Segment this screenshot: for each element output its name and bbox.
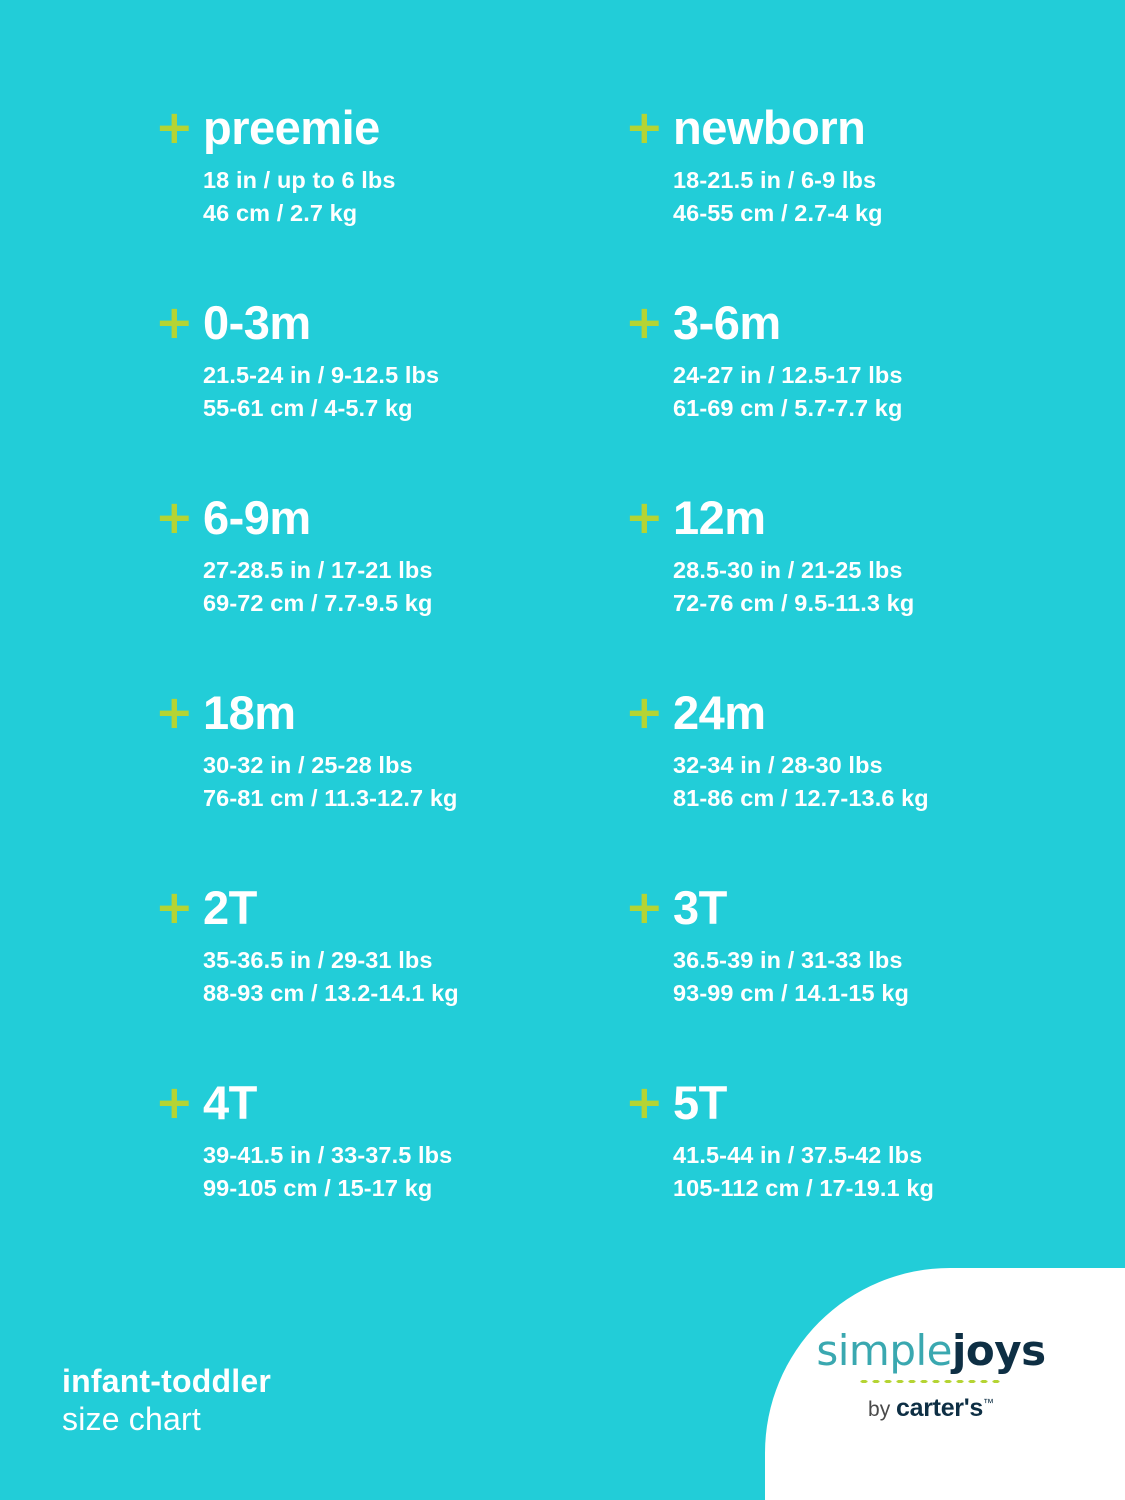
size-entry-24m bbox=[625, 681, 985, 876]
brand-by-label: by bbox=[868, 1398, 897, 1421]
size-imperial: 35-36.5 in / 29-31 lbs bbox=[203, 947, 433, 973]
size-metric: 61-69 cm / 5.7-7.7 kg bbox=[673, 395, 903, 422]
chart-title-primary: infant-toddler bbox=[62, 1362, 271, 1399]
size-label: 3-6m bbox=[673, 295, 781, 349]
size-entry-18m bbox=[155, 681, 625, 876]
size-imperial: 32-34 in / 28-30 lbs bbox=[673, 752, 883, 778]
brand-word-joys: joys bbox=[952, 1326, 1046, 1375]
size-label: 2T bbox=[203, 880, 257, 934]
size-entry-12m bbox=[625, 486, 985, 681]
size-metric: 88-93 cm / 13.2-14.1 kg bbox=[203, 980, 459, 1007]
size-metric: 105-112 cm / 17-19.1 kg bbox=[673, 1175, 934, 1202]
size-measurements bbox=[625, 1139, 985, 1206]
size-heading bbox=[155, 486, 625, 548]
size-entry-6-9m bbox=[155, 486, 625, 681]
size-label: 4T bbox=[203, 1075, 257, 1129]
size-entry-2t bbox=[155, 876, 625, 1071]
size-heading bbox=[625, 681, 985, 743]
size-metric: 72-76 cm / 9.5-11.3 kg bbox=[673, 590, 915, 617]
brand-byline bbox=[765, 1396, 1097, 1421]
size-imperial: 39-41.5 in / 33-37.5 lbs bbox=[203, 1142, 453, 1168]
brand-logo bbox=[765, 1326, 1097, 1422]
size-label: 5T bbox=[673, 1075, 727, 1129]
size-heading bbox=[625, 486, 985, 548]
size-measurements bbox=[625, 359, 985, 426]
plus-icon: + bbox=[155, 295, 194, 349]
size-heading bbox=[625, 96, 985, 158]
size-entry-3t bbox=[625, 876, 985, 1071]
size-heading bbox=[625, 1071, 985, 1133]
size-label: 6-9m bbox=[203, 490, 311, 544]
trademark-icon: ™ bbox=[982, 1397, 994, 1410]
plus-icon: + bbox=[625, 685, 664, 739]
size-imperial: 21.5-24 in / 9-12.5 lbs bbox=[203, 362, 440, 388]
size-label: 18m bbox=[203, 685, 296, 739]
plus-icon: + bbox=[155, 1075, 194, 1129]
size-measurements bbox=[625, 944, 985, 1011]
dotted-rule-icon bbox=[858, 1379, 1004, 1384]
size-imperial: 41.5-44 in / 37.5-42 lbs bbox=[673, 1142, 923, 1168]
size-imperial: 36.5-39 in / 31-33 lbs bbox=[673, 947, 903, 973]
size-measurements bbox=[625, 554, 985, 621]
size-imperial: 24-27 in / 12.5-17 lbs bbox=[673, 362, 903, 388]
size-metric: 55-61 cm / 4-5.7 kg bbox=[203, 395, 413, 422]
size-imperial: 27-28.5 in / 17-21 lbs bbox=[203, 557, 433, 583]
size-metric: 46-55 cm / 2.7-4 kg bbox=[673, 200, 883, 227]
size-label: 12m bbox=[673, 490, 766, 544]
size-metric: 46 cm / 2.7 kg bbox=[203, 200, 358, 227]
size-imperial: 28.5-30 in / 21-25 lbs bbox=[673, 557, 903, 583]
size-entry-0-3m bbox=[155, 291, 625, 486]
size-label: 0-3m bbox=[203, 295, 311, 349]
size-entry-preemie bbox=[155, 96, 625, 291]
size-grid bbox=[155, 96, 985, 1266]
size-entry-4t bbox=[155, 1071, 625, 1266]
size-label: preemie bbox=[203, 100, 380, 154]
plus-icon: + bbox=[625, 880, 664, 934]
size-heading bbox=[155, 876, 625, 938]
plus-icon: + bbox=[625, 100, 664, 154]
size-label: 3T bbox=[673, 880, 727, 934]
size-entry-5t bbox=[625, 1071, 985, 1266]
size-heading bbox=[155, 96, 625, 158]
size-measurements bbox=[155, 944, 625, 1011]
size-measurements bbox=[625, 749, 985, 816]
size-imperial: 18-21.5 in / 6-9 lbs bbox=[673, 167, 877, 193]
plus-icon: + bbox=[155, 880, 194, 934]
brand-panel bbox=[765, 1268, 1125, 1500]
size-metric: 69-72 cm / 7.7-9.5 kg bbox=[203, 590, 433, 617]
plus-icon: + bbox=[625, 295, 664, 349]
brand-carters-label: carter's bbox=[896, 1394, 983, 1422]
size-imperial: 30-32 in / 25-28 lbs bbox=[203, 752, 413, 778]
size-heading bbox=[155, 681, 625, 743]
size-metric: 93-99 cm / 14.1-15 kg bbox=[673, 980, 909, 1007]
size-imperial: 18 in / up to 6 lbs bbox=[203, 167, 396, 193]
plus-icon: + bbox=[625, 1075, 664, 1129]
size-entry-newborn bbox=[625, 96, 985, 291]
size-label: newborn bbox=[673, 100, 866, 154]
size-label: 24m bbox=[673, 685, 766, 739]
size-metric: 76-81 cm / 11.3-12.7 kg bbox=[203, 785, 458, 812]
plus-icon: + bbox=[155, 490, 194, 544]
size-heading bbox=[625, 291, 985, 353]
size-measurements bbox=[155, 749, 625, 816]
size-heading bbox=[625, 876, 985, 938]
brand-word-simple: simple bbox=[816, 1326, 952, 1375]
chart-title-secondary: size chart bbox=[62, 1400, 201, 1437]
brand-wordmark bbox=[765, 1326, 1097, 1375]
size-measurements bbox=[155, 554, 625, 621]
chart-title bbox=[62, 1363, 271, 1438]
plus-icon: + bbox=[155, 685, 194, 739]
size-entry-3-6m bbox=[625, 291, 985, 486]
size-metric: 81-86 cm / 12.7-13.6 kg bbox=[673, 785, 929, 812]
size-heading bbox=[155, 291, 625, 353]
plus-icon: + bbox=[155, 100, 194, 154]
size-measurements bbox=[155, 359, 625, 426]
size-metric: 99-105 cm / 15-17 kg bbox=[203, 1175, 433, 1202]
size-heading bbox=[155, 1071, 625, 1133]
plus-icon: + bbox=[625, 490, 664, 544]
size-measurements bbox=[155, 164, 625, 231]
size-measurements bbox=[155, 1139, 625, 1206]
size-measurements bbox=[625, 164, 985, 231]
